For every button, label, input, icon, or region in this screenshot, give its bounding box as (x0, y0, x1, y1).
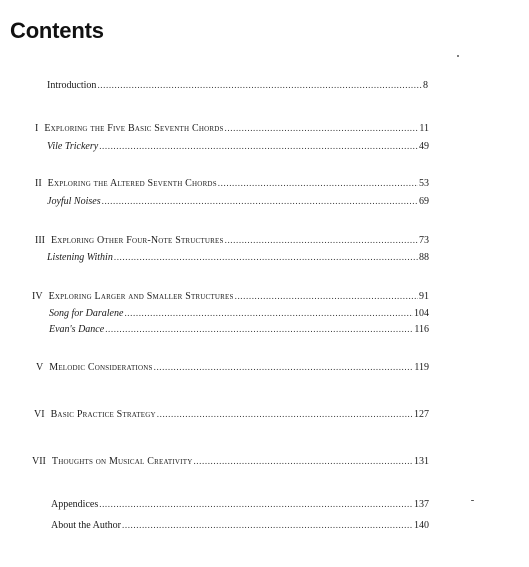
dot-leader (97, 79, 422, 91)
chapter-number: V (36, 362, 44, 373)
toc-entry-label: Basic Practice Strategy (50, 409, 156, 420)
toc-entry-label: About the Author (51, 520, 121, 531)
dot-leader (235, 290, 418, 302)
dot-leader (225, 234, 418, 246)
toc-entry-page: 49 (419, 141, 429, 152)
dot-leader (157, 408, 413, 420)
dot-leader (124, 307, 413, 319)
dot-leader (99, 140, 418, 152)
toc-entry-page: 11 (419, 123, 429, 134)
toc-entry-joyful-noises[interactable] (47, 195, 429, 208)
dot-leader (225, 122, 419, 134)
toc-entry-page: 8 (423, 80, 428, 91)
toc-entry-chapter-5[interactable] (36, 361, 429, 374)
toc-entry-label: Evan's Dance (49, 324, 105, 335)
toc-entry-page: 53 (419, 178, 429, 189)
scan-speck (457, 55, 459, 57)
toc-entry-page: 137 (414, 499, 429, 510)
toc-entry-chapter-3[interactable] (35, 234, 429, 247)
toc-entry-label: Song for Daralene (49, 308, 124, 319)
chapter-number: III (35, 235, 45, 246)
toc-entry-page: 88 (419, 252, 429, 263)
toc-entry-chapter-4[interactable] (32, 290, 429, 303)
toc-entry-label: Exploring the Altered Seventh Chords (47, 178, 217, 189)
toc-entry-page: 131 (414, 456, 429, 467)
toc-entry-listening-within[interactable] (47, 251, 429, 264)
chapter-number: VI (34, 409, 45, 420)
toc-entry-page: 104 (414, 308, 429, 319)
dot-leader (218, 177, 418, 189)
toc-entry-page: 140 (414, 520, 429, 531)
toc-entry-about-the-author[interactable] (51, 519, 429, 532)
toc-entry-label: Thoughts on Musical Creativity (51, 456, 193, 467)
chapter-number: VII (32, 456, 46, 467)
toc-entry-chapter-7[interactable] (32, 455, 429, 468)
toc-entry-label: Listening Within (47, 252, 113, 263)
toc-entry-evans-dance[interactable] (49, 323, 429, 336)
dot-leader (154, 361, 414, 373)
toc-entry-label: Appendices (51, 499, 99, 510)
toc-entry-label: Exploring Other Four-Note Structures (51, 235, 224, 246)
toc-entry-page: 116 (414, 324, 429, 335)
toc-entry-chapter-1[interactable] (35, 122, 429, 135)
toc-entry-label: Melodic Considerations (49, 362, 153, 373)
toc-entry-page: 127 (414, 409, 429, 420)
toc-entry-label: Introduction (47, 80, 97, 91)
toc-entry-label: Exploring the Five Basic Seventh Chords (44, 123, 224, 134)
page-title: Contents (10, 18, 104, 43)
dot-leader (102, 195, 418, 207)
chapter-number: IV (32, 291, 43, 302)
toc-entry-label: Joyful Noises (47, 196, 101, 207)
scan-speck (471, 500, 474, 501)
toc-entry-chapter-2[interactable] (35, 177, 429, 190)
toc-entry-song-for-daralene[interactable] (49, 307, 429, 320)
dot-leader (114, 251, 418, 263)
toc-entry-label: Vile Trickery (47, 141, 99, 152)
toc-entry-vile-trickery[interactable] (47, 140, 429, 153)
toc-entry-appendices[interactable] (51, 498, 429, 511)
toc-entry-introduction[interactable] (47, 79, 428, 92)
toc-entry-page: 91 (419, 291, 429, 302)
chapter-number: I (35, 123, 39, 134)
dot-leader (193, 455, 413, 467)
toc-entry-chapter-6[interactable] (34, 408, 429, 421)
dot-leader (99, 498, 413, 510)
dot-leader (105, 323, 413, 335)
chapter-number: II (35, 178, 42, 189)
toc-entry-page: 119 (414, 362, 429, 373)
dot-leader (122, 519, 413, 531)
toc-entry-page: 69 (419, 196, 429, 207)
toc-entry-label: Exploring Larger and Smaller Structures (48, 291, 234, 302)
toc-entry-page: 73 (419, 235, 429, 246)
